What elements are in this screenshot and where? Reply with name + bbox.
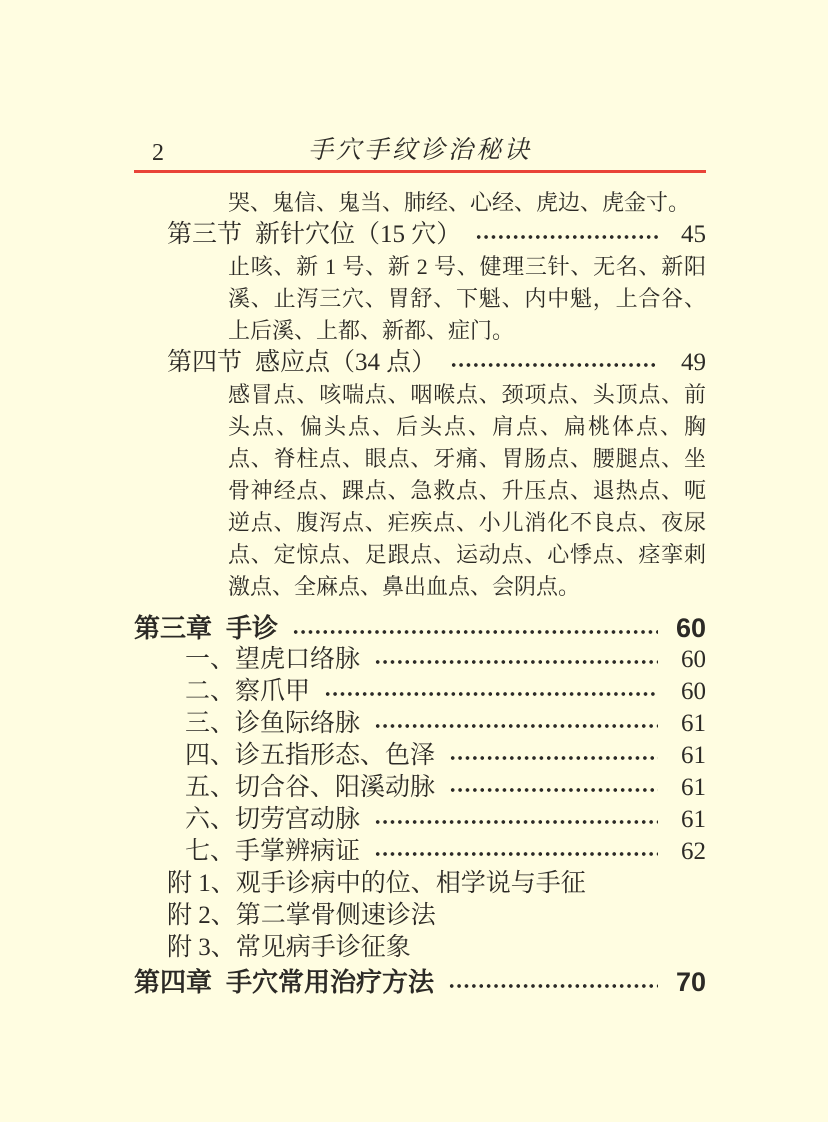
entry-title: 七、手掌辨病证 [185,838,361,865]
toc-entry-chapter [134,612,706,644]
entry-title: 附 1、观手诊病中的位、相学说与手征 [167,870,586,897]
dot-leader [449,753,658,763]
entry-page-number: 60 [675,613,706,643]
dot-leader [292,627,658,637]
dot-leader [449,785,658,795]
entry-title: 附 3、常见病手诊征象 [167,934,411,961]
entry-page-number: 62 [681,838,706,865]
toc-entry-appendix [134,900,706,932]
toc-entry-item [134,772,706,804]
entry-title: 三、诊鱼际络脉 [185,710,361,737]
entry-page-number: 49 [681,349,706,376]
dot-leader [374,721,658,731]
entry-title: 手诊 [226,613,279,643]
toc-entry-section [134,347,706,379]
entry-page-number: 61 [681,710,706,737]
toc-entry-chapter [134,966,706,998]
entry-page-number: 60 [681,646,706,673]
entry-label: 第三节 [167,221,243,248]
entry-title: 一、望虎口络脉 [185,646,361,673]
entry-page-number: 70 [675,967,706,997]
entry-title: 六、切劳宫动脉 [185,806,361,833]
dot-leader [450,360,658,370]
header-rule-divider [134,170,706,173]
entry-title: 附 2、第二掌骨侧速诊法 [167,902,436,929]
entry-title: 新针穴位（15 穴） [255,221,462,248]
dot-leader [324,689,658,699]
entry-label: 第三章 [134,613,213,643]
entry-title: 四、诊五指形态、色泽 [185,742,436,769]
entry-page-number: 61 [681,774,706,801]
entry-page-number: 61 [681,742,706,769]
dot-leader [374,817,658,827]
dot-leader [374,849,658,859]
toc-entry-item [134,644,706,676]
entry-page-number: 45 [681,221,706,248]
toc-entry-item [134,740,706,772]
toc-paragraph: 感冒点、咳喘点、咽喉点、颈项点、头顶点、前头点、偏头点、后头点、肩点、扁桃体点、胸点、脊柱点、眼点、牙痛、胃肠点、腰腿点、坐骨神经点、踝点、急救点、升压点、退热点、呃逆点、腹泻点、疟疾点、小儿消化不良点、夜尿点、定惊点、足跟点、运动点、心悸点、痉挛刺激点、全麻点、鼻出血点、会阴点。 [228,382,706,599]
entry-title: 二、察爪甲 [185,678,311,705]
toc-entry-section [134,219,706,251]
toc-entry-item [134,708,706,740]
dot-leader [448,981,658,991]
entry-title: 感应点（34 点） [255,349,437,376]
running-title: 手穴手纹诊治秘诀 [307,137,532,164]
page-header [134,134,706,170]
folio-page-number: 2 [152,140,164,166]
entry-label: 第四节 [167,349,243,376]
toc-paragraph: 止咳、新 1 号、新 2 号、健理三针、无名、新阳溪、止泻三穴、胃舒、下魁、内中魁，上合谷、上后溪、上都、新都、症门。 [228,254,706,343]
entry-title: 五、切合谷、阳溪动脉 [185,774,436,801]
toc-entry-item [134,836,706,868]
dot-leader [475,232,658,242]
entry-page-number: 60 [681,678,706,705]
toc-list [134,187,706,998]
entry-label: 第四章 [134,967,213,997]
toc-entry-item [134,676,706,708]
toc-paragraph: 哭、鬼信、鬼当、肺经、心经、虎边、虎金寸。 [228,190,691,215]
toc-entry-appendix [134,868,706,900]
toc-entry-item [134,804,706,836]
entry-title: 手穴常用治疗方法 [226,967,435,997]
entry-page-number: 61 [681,806,706,833]
toc-entry-appendix [134,932,706,964]
dot-leader [374,657,658,667]
